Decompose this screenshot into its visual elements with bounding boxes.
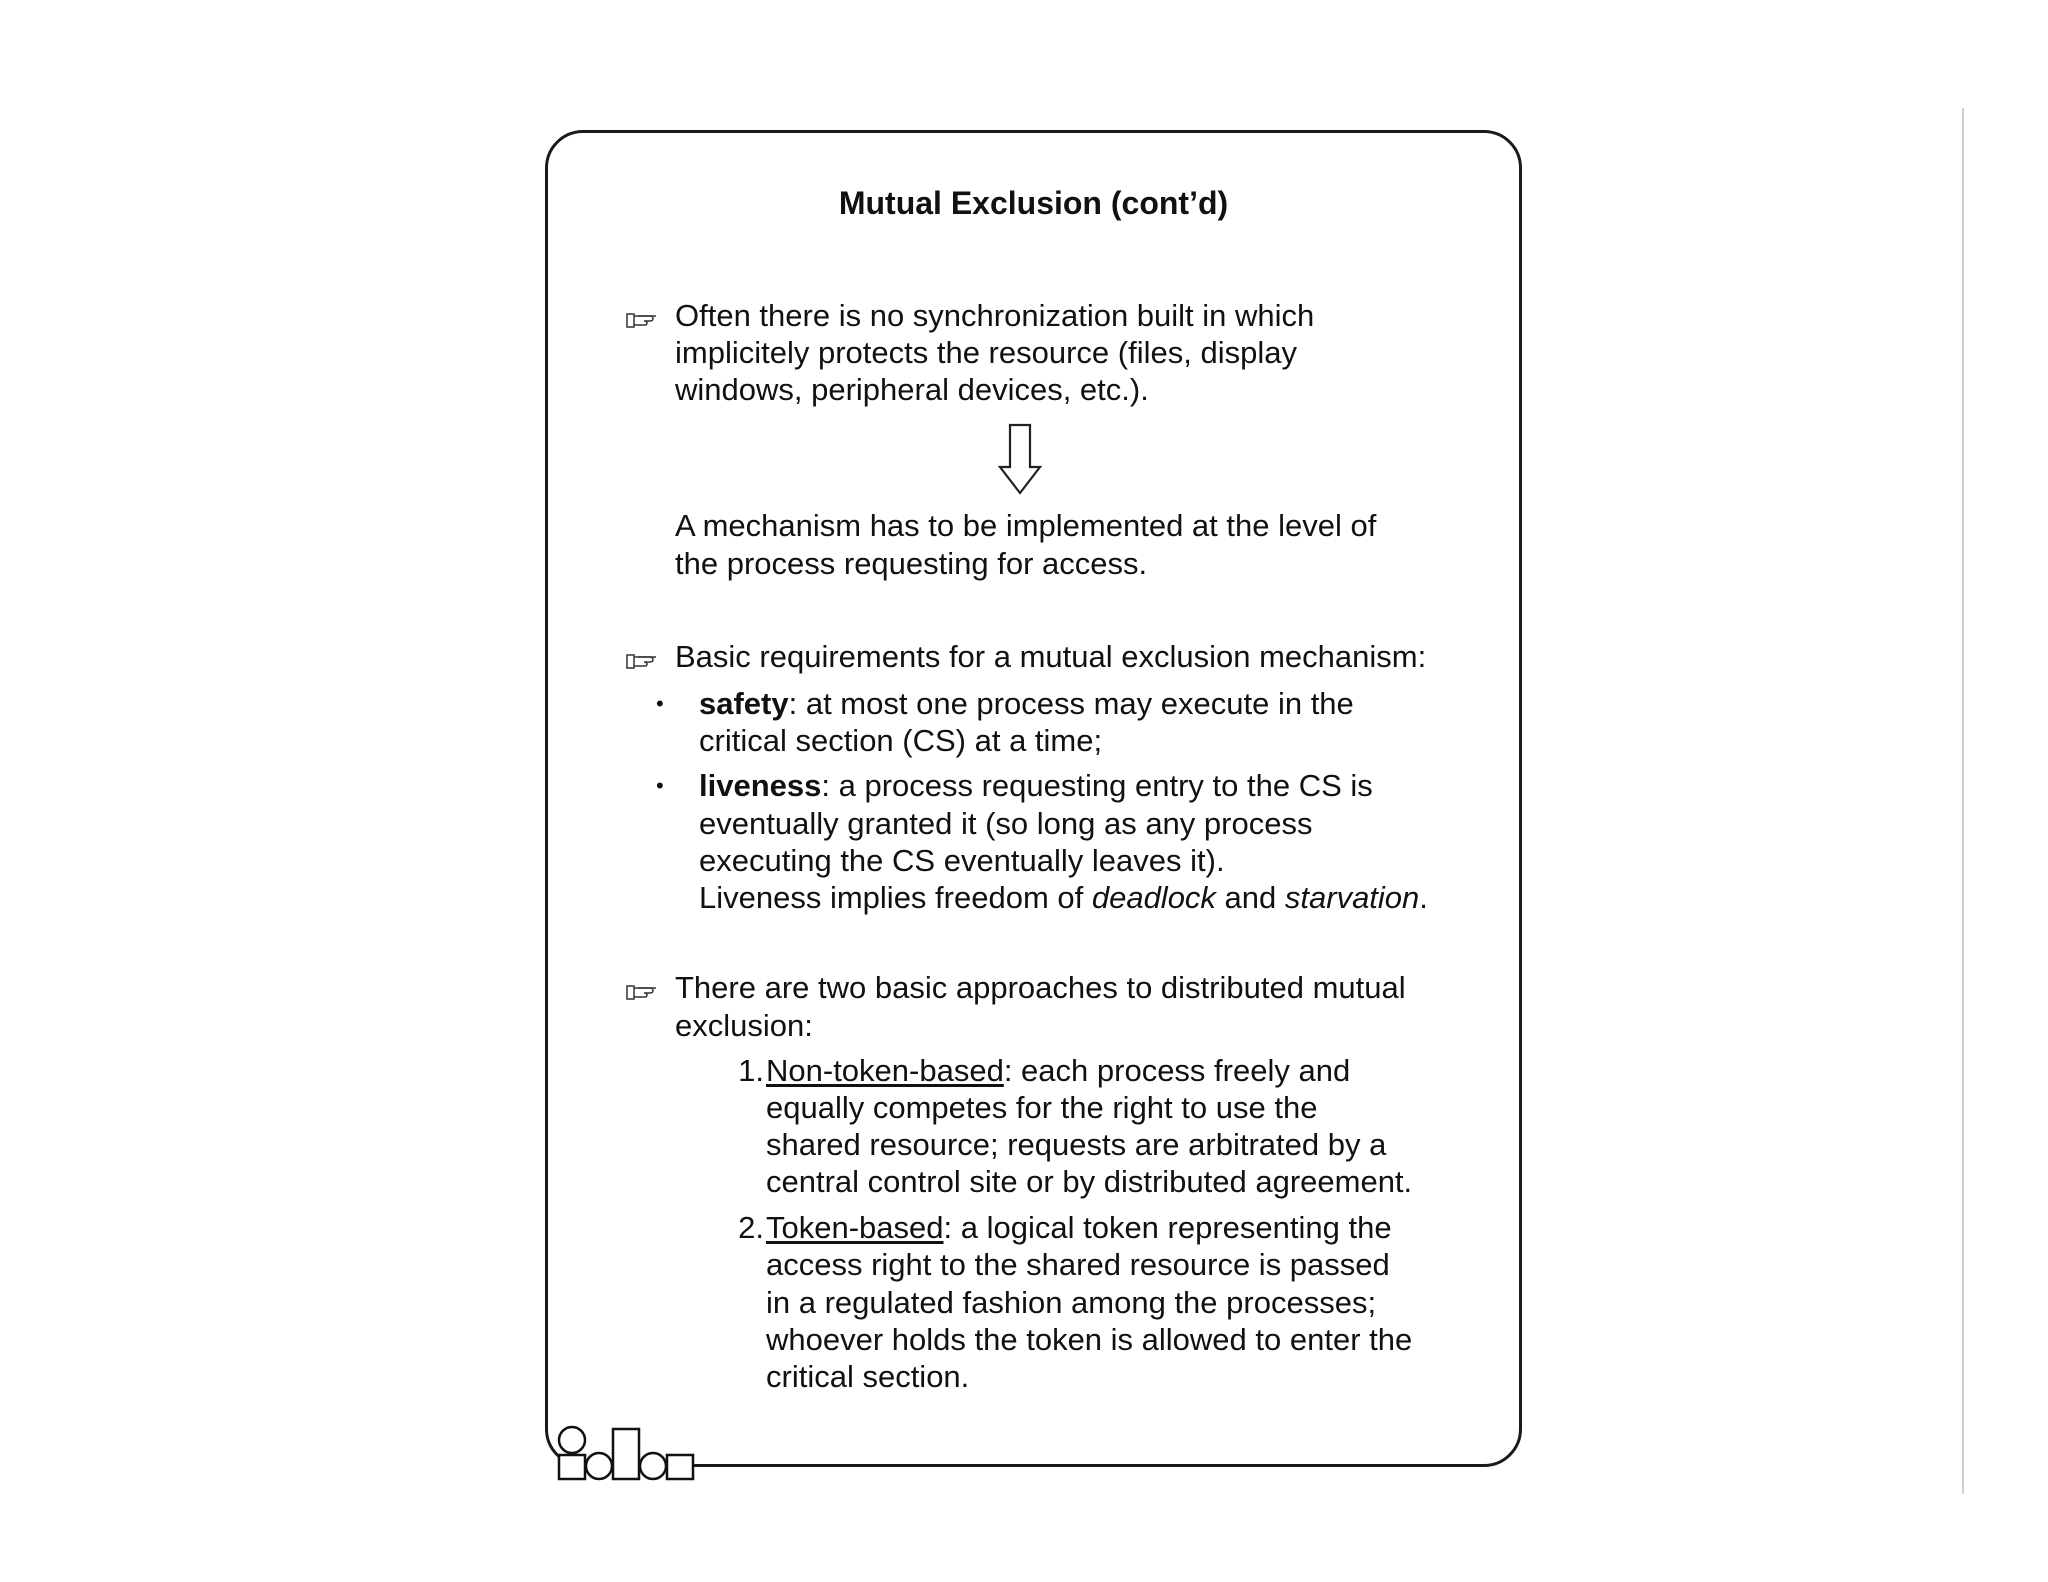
item1-line4: central control site or by distributed agreement. xyxy=(766,1164,1413,1199)
starvation-term: starvation xyxy=(1284,880,1420,915)
pointing-hand-icon xyxy=(626,981,658,1003)
safety-line1 xyxy=(699,686,1354,723)
liveness-term: liveness xyxy=(699,768,822,803)
item2-rest: : a logical token representing the xyxy=(943,1210,1392,1245)
liveness-line4-start: Liveness implies freedom of xyxy=(699,880,1092,915)
bullet-safety: • xyxy=(656,691,664,716)
item2-number: 2. xyxy=(738,1210,764,1245)
safety-term: safety xyxy=(699,686,789,721)
liveness-line4-and: and xyxy=(1215,880,1285,915)
point1-line2: implicitely protects the resource (files, display xyxy=(675,335,1297,370)
consequence-line1: A mechanism has to be implemented at the level of xyxy=(675,508,1377,543)
liveness-line2: eventually granted it (so long as any process xyxy=(699,806,1313,841)
item2-line2: access right to the shared resource is passed xyxy=(766,1247,1390,1282)
liveness-line3: executing the CS eventually leaves it). xyxy=(699,843,1225,878)
pointing-hand-icon xyxy=(626,309,658,331)
shapes-logo-icon xyxy=(556,1425,696,1485)
page-divider xyxy=(1962,108,1964,1494)
item1-rest: : each process freely and xyxy=(1003,1053,1351,1088)
item2-line1 xyxy=(766,1210,1392,1247)
item1-number: 1. xyxy=(738,1053,764,1088)
consequence-line2: the process requesting for access. xyxy=(675,546,1148,581)
pointing-hand-icon xyxy=(626,650,658,672)
point3-line1: There are two basic approaches to distributed mutual xyxy=(675,970,1406,1005)
liveness-line1 xyxy=(699,768,1373,805)
point2-text: Basic requirements for a mutual exclusion mechanism: xyxy=(675,639,1427,674)
safety-rest: : at most one process may execute in the xyxy=(788,686,1354,721)
item1-line3: shared resource; requests are arbitrated by a xyxy=(766,1127,1387,1162)
bullet-liveness: • xyxy=(656,773,664,798)
item1-line2: equally competes for the right to use the xyxy=(766,1090,1318,1125)
slide xyxy=(545,130,1522,1467)
item2-line3: in a regulated fashion among the processes; xyxy=(766,1285,1377,1320)
token-based-term: Token-based xyxy=(766,1210,944,1245)
liveness-line4 xyxy=(699,880,1428,917)
point1-line3: windows, peripheral devices, etc.). xyxy=(675,372,1149,407)
liveness-line4-end: . xyxy=(1419,880,1428,915)
liveness-rest: : a process requesting entry to the CS is xyxy=(821,768,1373,803)
point3-line2: exclusion: xyxy=(675,1008,813,1043)
deadlock-term: deadlock xyxy=(1091,880,1216,915)
item2-line4: whoever holds the token is allowed to enter the xyxy=(766,1322,1413,1357)
non-token-based-term: Non-token-based xyxy=(766,1053,1004,1088)
item2-line5: critical section. xyxy=(766,1359,970,1394)
slide-title: Mutual Exclusion (cont’d) xyxy=(838,185,1229,221)
point1-line1: Often there is no synchronization built in which xyxy=(675,298,1315,333)
item1-line1 xyxy=(766,1053,1350,1090)
down-arrow-icon xyxy=(998,423,1042,495)
safety-line2: critical section (CS) at a time; xyxy=(699,723,1103,758)
